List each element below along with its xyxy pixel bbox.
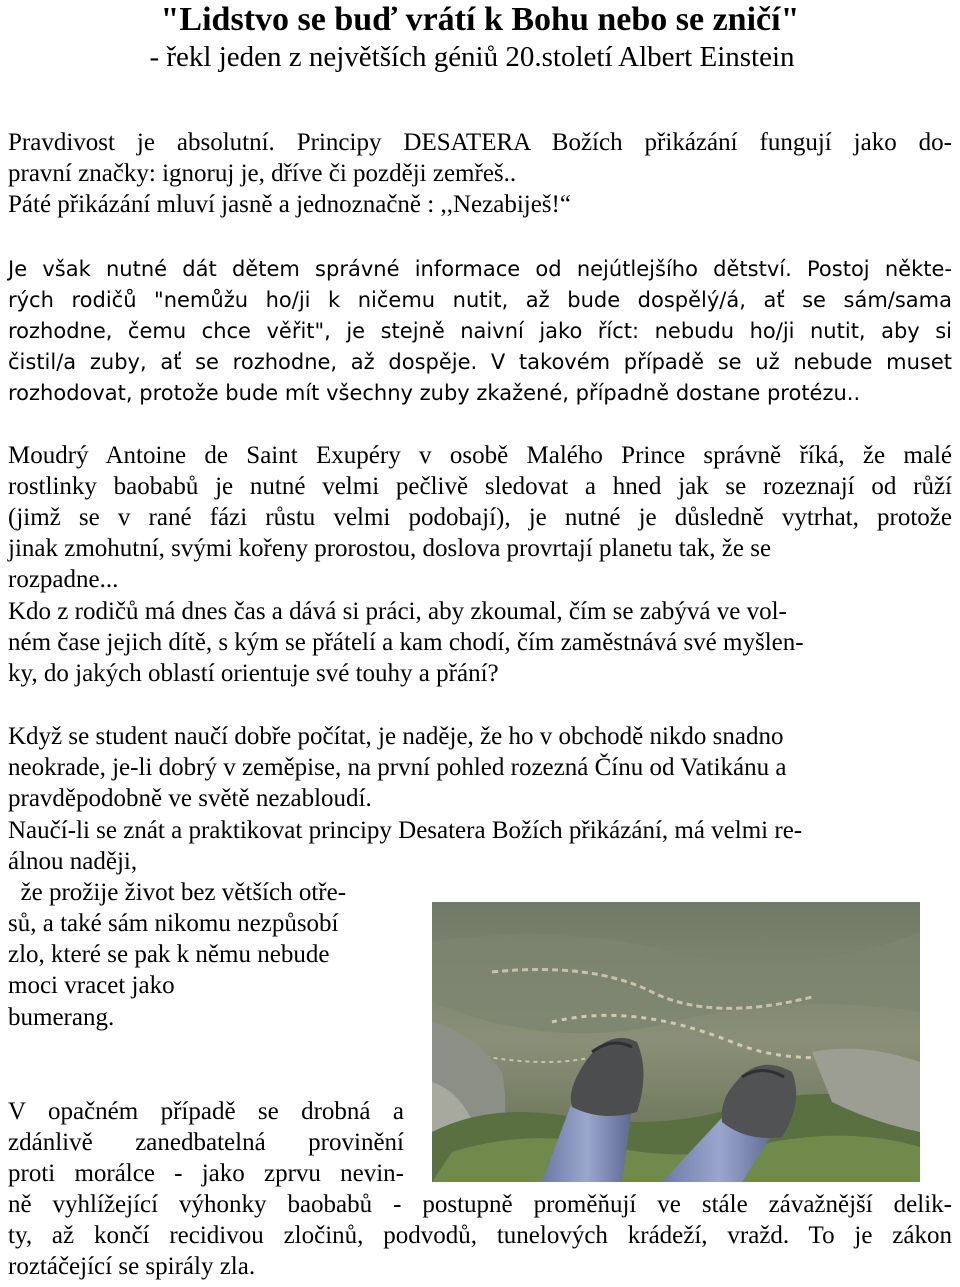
student-line: Naučí-li se znát a praktikovat principy Desatera Božích přikázání, má velmi re- <box>8 817 803 844</box>
intro-line: Pravdivost je absolutní. Principy DESATERA Božích přikázání fungují jako do- <box>8 129 952 156</box>
exupery-line: rozpadne... <box>8 566 119 593</box>
children-line: rých rodičů "nemůžu ho/ji k ničemu nutit, až bude dospělý/á, ať se sám/sama <box>8 288 952 312</box>
student-line: Když se student naučí dobře počítat, je naděje, že ho v obchodě nikdo snadno <box>8 723 784 750</box>
final-line: proti morálce - jako zprvu nevin- <box>8 1160 404 1187</box>
student-line: álnou naději, <box>8 848 138 875</box>
children-line: Je však nutné dát dětem správné informace od nejútlejšího dětství. Postoj někte- <box>8 257 952 281</box>
intro-line: Páté přikázání mluví jasně a jednoznačně : ,,Nezabiješ!“ <box>8 191 571 218</box>
final-line: ně vyhlížející výhonky baobabů - postupně proměňují ve stále závažnější delik- <box>8 1191 952 1218</box>
children-line: rozhodne, čemu chce věřit", je stejně naivní jako říct: nebudu ho/ji nutit, aby si <box>8 319 952 343</box>
children-line: čistil/a zuby, ať se rozhodne, až dospěje. V takovém případě se už nebude muset <box>8 350 952 374</box>
parents-line: ky, do jakých oblastí orientuje své touhy a přání? <box>8 660 499 687</box>
parents-line: Kdo z rodičů má dnes čas a dává si práci, aby zkoumal, čím se zabývá ve vol- <box>8 598 787 625</box>
exupery-line: rostlinky baobabů je nutné velmi pečlivě sledovat a hned jak se rozeznají od růží <box>8 473 952 500</box>
final-line: ty, až končí recidivou zločinů, podvodů, tunelových krádeží, vražd. To je zákon <box>8 1222 952 1249</box>
student-line: pravděpodobně ve světě nezabloudí. <box>8 785 372 812</box>
cliff-feet-photo <box>432 902 920 1182</box>
student-line: neokrade, je-li dobrý v zeměpise, na první pohled rozezná Čínu od Vatikánu a <box>8 754 787 781</box>
final-line: V opačném případě se drobná a <box>8 1098 404 1125</box>
boomerang-line: že prožije život bez větších otře- <box>8 879 347 906</box>
final-line: roztáčející se spirály zla. <box>8 1253 256 1280</box>
exupery-line: jinak zmohutní, svými kořeny prorostou, doslova provrtají planetu tak, že se <box>8 535 772 562</box>
boomerang-line: sů, a také sám nikomu nezpůsobí <box>8 910 339 937</box>
parents-line: ném čase jejich dítě, s kým se přátelí a kam chodí, čím zaměstnává své myšlen- <box>8 629 804 656</box>
exupery-line: Moudrý Antoine de Saint Exupéry v osobě Malého Prince správně říká, že malé <box>8 442 952 469</box>
children-line: rozhodovat, protože bude mít všechny zuby zkažené, případně dostane protézu.. <box>8 381 861 405</box>
page-title: "Lidstvo se buď vrátí k Bohu nebo se zničí" <box>160 1 800 38</box>
page-subtitle: - řekl jeden z největších géniů 20.století Albert Einstein <box>149 41 795 73</box>
boomerang-line: zlo, které se pak k němu nebude <box>8 941 330 968</box>
cliff-feet-illustration <box>432 902 920 1182</box>
boomerang-line: moci vracet jako <box>8 972 175 999</box>
final-line: zdánlivě zanedbatelná provinění <box>8 1129 404 1156</box>
boomerang-line: bumerang. <box>8 1004 115 1031</box>
intro-line: pravní značky: ignoruj je, dříve či později zemřeš.. <box>8 160 517 187</box>
exupery-line: (jimž se v rané fázi růstu velmi podobají), je nutné je důsledně vytrhat, protože <box>8 504 952 531</box>
